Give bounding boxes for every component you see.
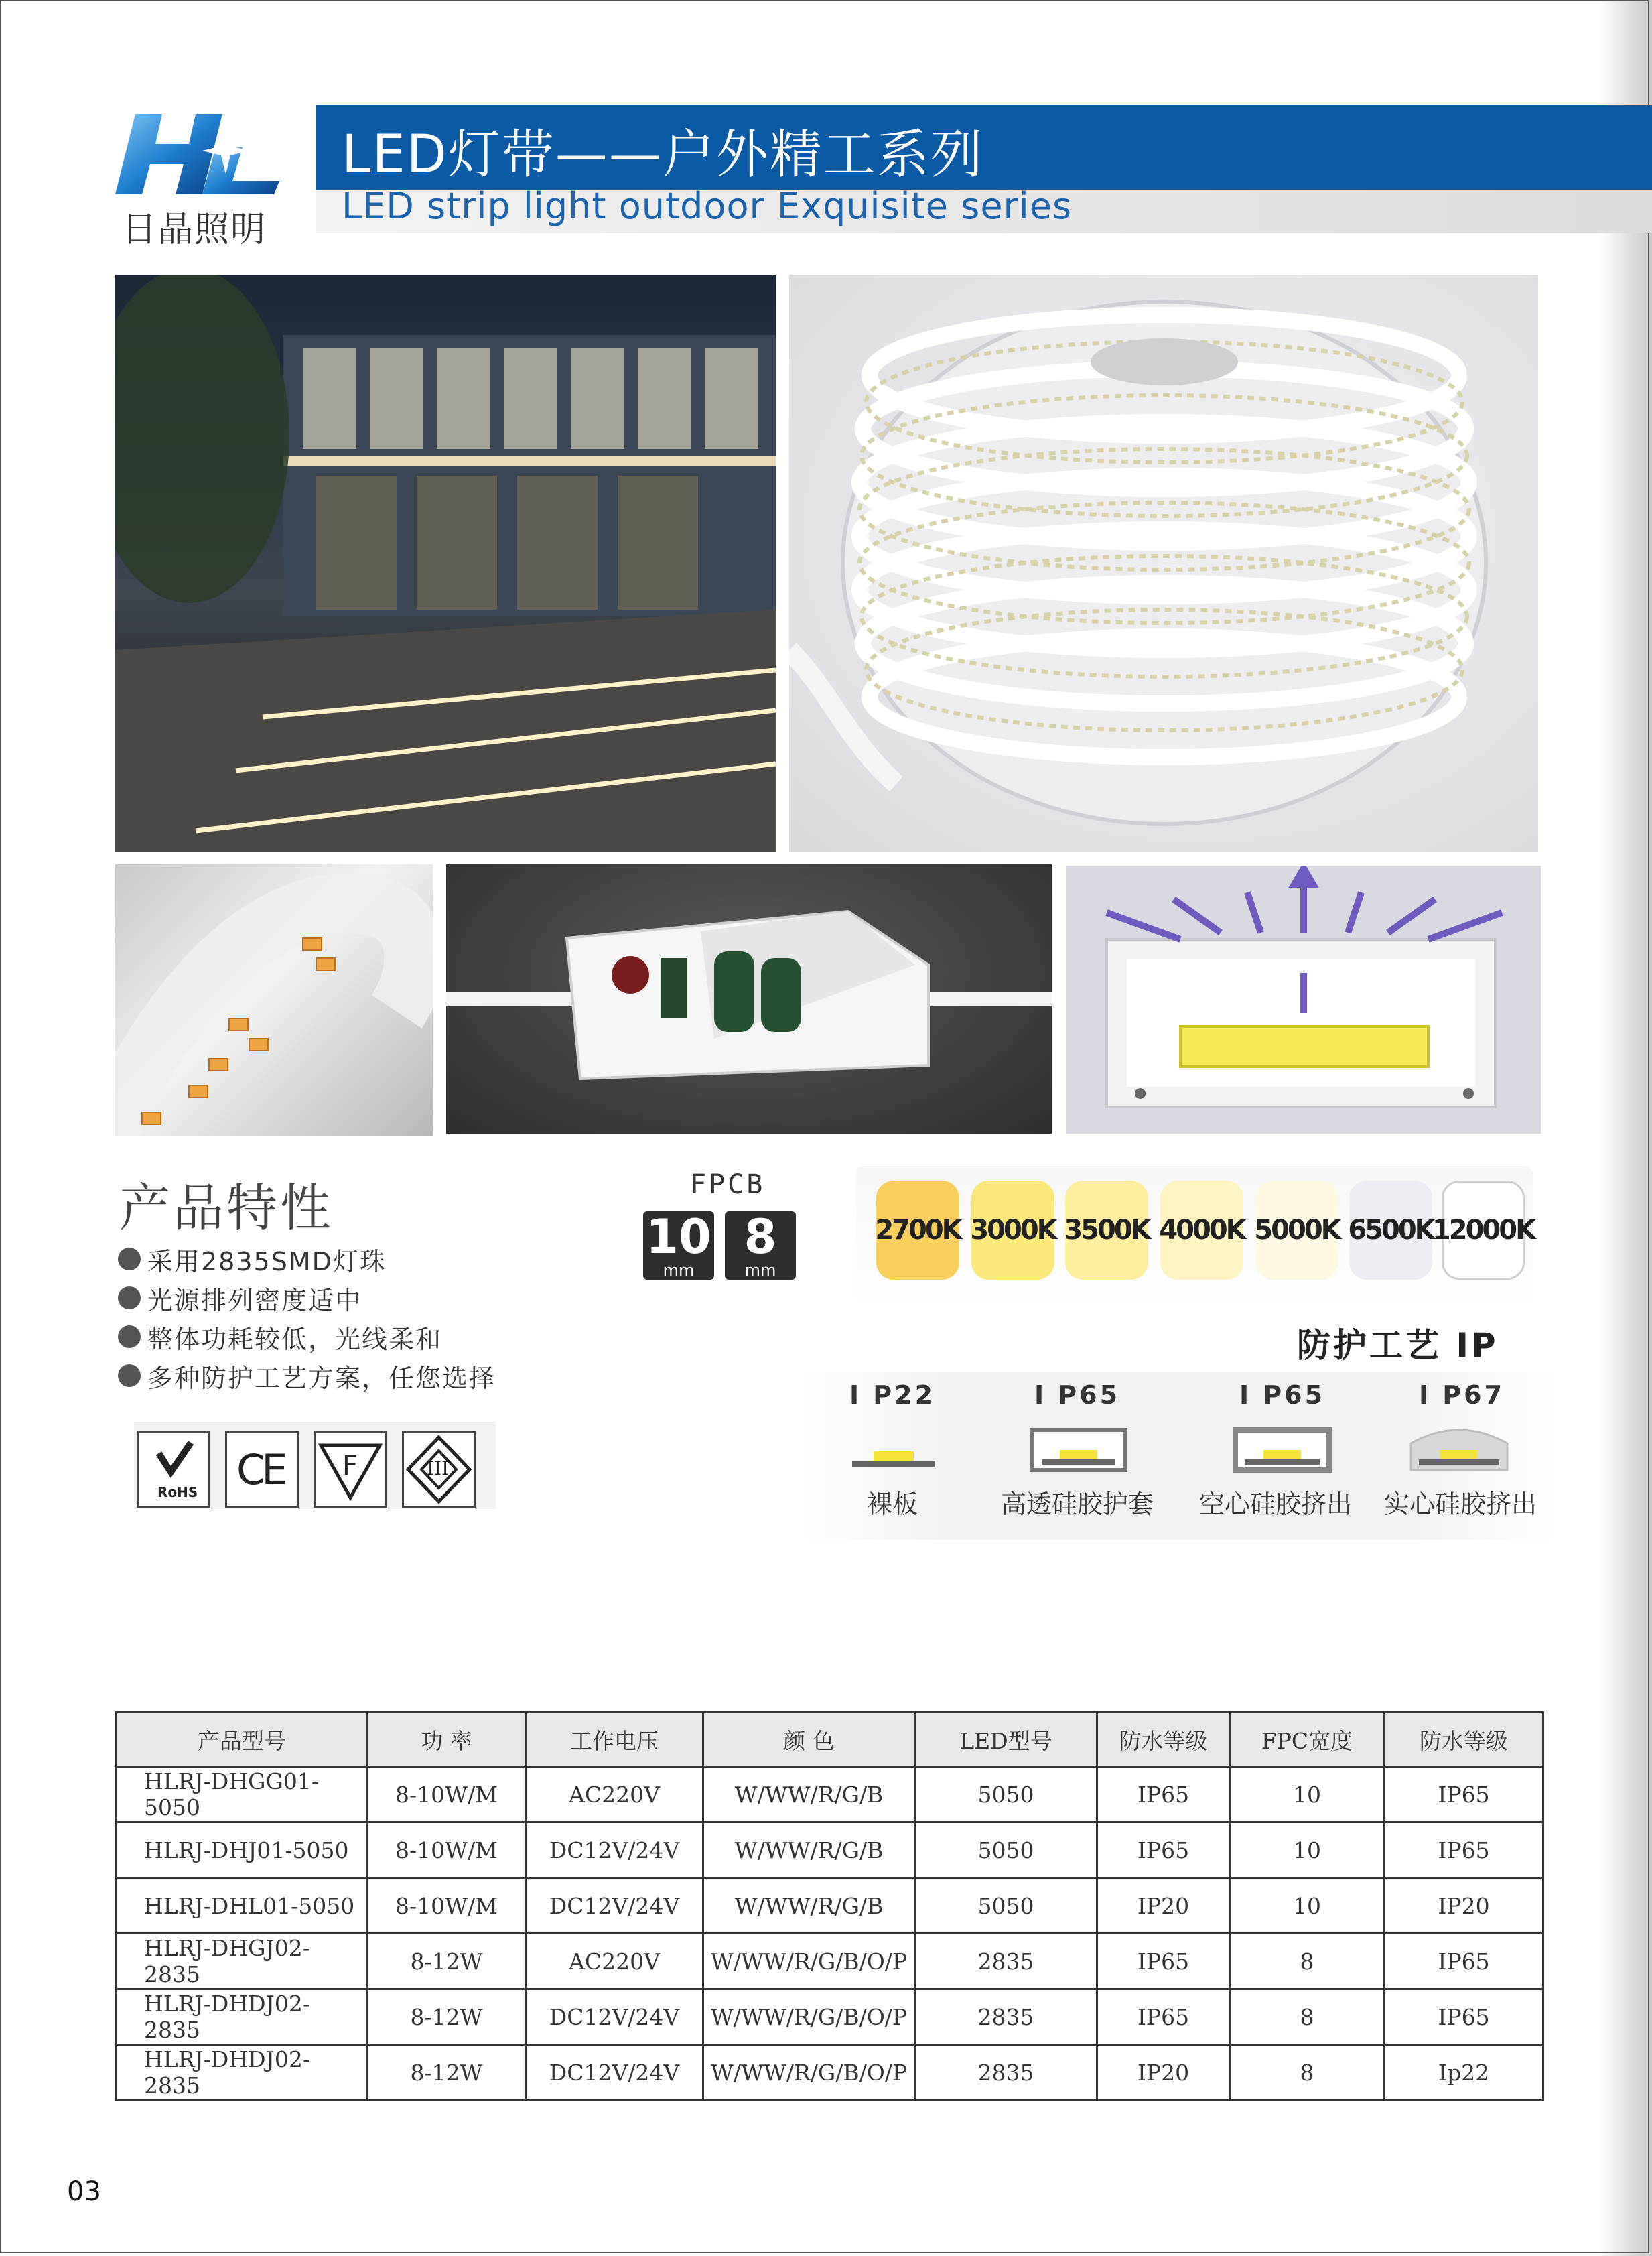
column-header: 防水等级 <box>1385 1713 1543 1767</box>
column-header: 功 率 <box>368 1713 526 1767</box>
table-cell: IP20 <box>1097 2045 1230 2101</box>
f-label: F <box>342 1451 358 1481</box>
table-cell: HLRJ-DHDJ02-2835 <box>117 1989 368 2045</box>
table-row <box>117 1767 1543 1822</box>
table-cell: W/WW/R/G/B <box>703 1822 915 1878</box>
table-cell: 2835 <box>915 1989 1097 2045</box>
certification-marks <box>134 1422 496 1509</box>
brand-logo <box>115 107 316 250</box>
table-cell: IP65 <box>1097 1822 1230 1878</box>
table-cell: 10 <box>1230 1767 1385 1822</box>
cct-swatch: 12000K <box>1442 1181 1525 1280</box>
table-row <box>117 1822 1543 1878</box>
ce-mark-icon <box>225 1431 299 1508</box>
table-cell: IP20 <box>1385 1878 1543 1934</box>
table-row <box>117 1989 1543 2045</box>
table-cell: DC12V/24V <box>526 2045 703 2101</box>
power-driver-photo <box>446 864 1052 1134</box>
table-cell: 8-10W/M <box>368 1878 526 1934</box>
table-cell: 8-10W/M <box>368 1767 526 1822</box>
table-cell: IP65 <box>1385 1822 1543 1878</box>
features-title: 产品特性 <box>119 1178 334 1238</box>
column-header: 工作电压 <box>526 1713 703 1767</box>
table-cell: 8-10W/M <box>368 1822 526 1878</box>
column-header: 产品型号 <box>117 1713 368 1767</box>
table-cell: 10 <box>1230 1878 1385 1934</box>
page-title: LED灯带——户外精工系列 <box>342 125 984 185</box>
table-cell: Ip22 <box>1385 2045 1543 2101</box>
table-cell: 8-12W <box>368 1934 526 1989</box>
table-cell: 8-12W <box>368 2045 526 2101</box>
table-cell: HLRJ-DHL01-5050 <box>117 1878 368 1934</box>
iii-label: III <box>427 1457 450 1479</box>
ip-code: I P65 <box>1239 1380 1326 1410</box>
page-number: 03 <box>67 2176 101 2207</box>
table-cell: 5050 <box>915 1878 1097 1934</box>
table-cell: IP65 <box>1385 1767 1543 1822</box>
table-cell: IP20 <box>1097 1878 1230 1934</box>
ip-code: I P22 <box>849 1380 936 1410</box>
table-cell: 2835 <box>915 2045 1097 2101</box>
bullet-icon <box>118 1325 141 1348</box>
ip-structure-icons <box>801 1420 1554 1481</box>
rohs-label: RoHS <box>157 1484 198 1500</box>
logo-text: 日晶照明 <box>122 210 267 250</box>
table-row <box>117 1878 1543 1934</box>
feature-item: 光源排列密度适中 <box>118 1278 496 1317</box>
rohs-check-icon <box>137 1431 210 1508</box>
spec-table <box>115 1711 1544 2101</box>
table-cell: W/WW/R/G/B <box>703 1878 915 1934</box>
f-triangle-icon <box>314 1431 387 1508</box>
fpcb-width-badge: 8 mm <box>725 1211 796 1280</box>
column-header: 颜 色 <box>703 1713 915 1767</box>
cct-swatch: 5000K <box>1255 1181 1338 1280</box>
table-cell: DC12V/24V <box>526 1989 703 2045</box>
table-cell: IP65 <box>1385 1989 1543 2045</box>
cct-swatch: 3000K <box>971 1181 1054 1280</box>
table-cell: 5050 <box>915 1822 1097 1878</box>
strip-closeup-photo <box>115 864 433 1136</box>
fpcb-label: FPCB <box>690 1169 766 1200</box>
ip-code: I P65 <box>1034 1380 1121 1410</box>
light-emission-diagram <box>1066 866 1541 1134</box>
ip-type-name: 空心硅胶挤出 <box>1198 1489 1352 1519</box>
table-cell: 8 <box>1230 2045 1385 2101</box>
table-cell: W/WW/R/G/B/O/P <box>703 1989 915 2045</box>
table-cell: 8 <box>1230 1934 1385 1989</box>
bullet-icon <box>118 1364 141 1387</box>
table-cell: HLRJ-DHDJ02-2835 <box>117 2045 368 2101</box>
hl-logo-icon <box>115 107 283 201</box>
ce-label: CE <box>236 1445 284 1494</box>
page-subtitle: LED strip light outdoor Exquisite series <box>342 185 1073 227</box>
bullet-icon <box>118 1286 141 1309</box>
ip-title: 防护工艺 IP <box>1297 1326 1499 1365</box>
feature-item: 多种防护工艺方案，任您选择 <box>118 1356 496 1395</box>
table-cell: IP65 <box>1097 1989 1230 2045</box>
table-cell: AC220V <box>526 1767 703 1822</box>
table-cell: IP65 <box>1097 1767 1230 1822</box>
table-cell: HLRJ-DHGG01-5050 <box>117 1767 368 1822</box>
cct-swatch: 3500K <box>1065 1181 1148 1280</box>
table-cell: IP65 <box>1097 1934 1230 1989</box>
ip-type-name: 裸板 <box>866 1489 918 1519</box>
column-header: LED型号 <box>915 1713 1097 1767</box>
table-cell: DC12V/24V <box>526 1878 703 1934</box>
table-row <box>117 1934 1543 1989</box>
table-cell: HLRJ-DHJ01-5050 <box>117 1822 368 1878</box>
table-cell: 5050 <box>915 1767 1097 1822</box>
table-cell: W/WW/R/G/B/O/P <box>703 1934 915 1989</box>
column-header: FPC宽度 <box>1230 1713 1385 1767</box>
feature-item: 采用2835SMD灯珠 <box>118 1240 496 1278</box>
ip-code: I P67 <box>1418 1380 1505 1410</box>
features-list <box>118 1240 496 1395</box>
table-header-row <box>117 1713 1543 1767</box>
table-cell: 10 <box>1230 1822 1385 1878</box>
cct-swatch: 2700K <box>876 1181 959 1280</box>
outdoor-building-photo <box>115 275 776 852</box>
bullet-icon <box>118 1248 141 1270</box>
ip-type-name: 实心硅胶挤出 <box>1383 1489 1537 1519</box>
ip-type-name: 高透硅胶护套 <box>1000 1489 1154 1519</box>
table-cell: AC220V <box>526 1934 703 1989</box>
table-cell: DC12V/24V <box>526 1822 703 1878</box>
cct-swatch: 4000K <box>1160 1181 1243 1280</box>
feature-item: 整体功耗较低，光线柔和 <box>118 1317 496 1356</box>
table-cell: W/WW/R/G/B/O/P <box>703 2045 915 2101</box>
table-cell: 2835 <box>915 1934 1097 1989</box>
table-row <box>117 2045 1543 2101</box>
class-iii-icon <box>402 1431 476 1508</box>
led-strip-reel-photo <box>789 275 1538 852</box>
cct-swatch: 6500K <box>1349 1181 1432 1280</box>
fpcb-width-badge: 10 mm <box>643 1211 714 1280</box>
table-cell: IP65 <box>1385 1934 1543 1989</box>
table-cell: 8 <box>1230 1989 1385 2045</box>
column-header: 防水等级 <box>1097 1713 1230 1767</box>
table-cell: W/WW/R/G/B <box>703 1767 915 1822</box>
table-cell: HLRJ-DHGJ02-2835 <box>117 1934 368 1989</box>
table-cell: 8-12W <box>368 1989 526 2045</box>
